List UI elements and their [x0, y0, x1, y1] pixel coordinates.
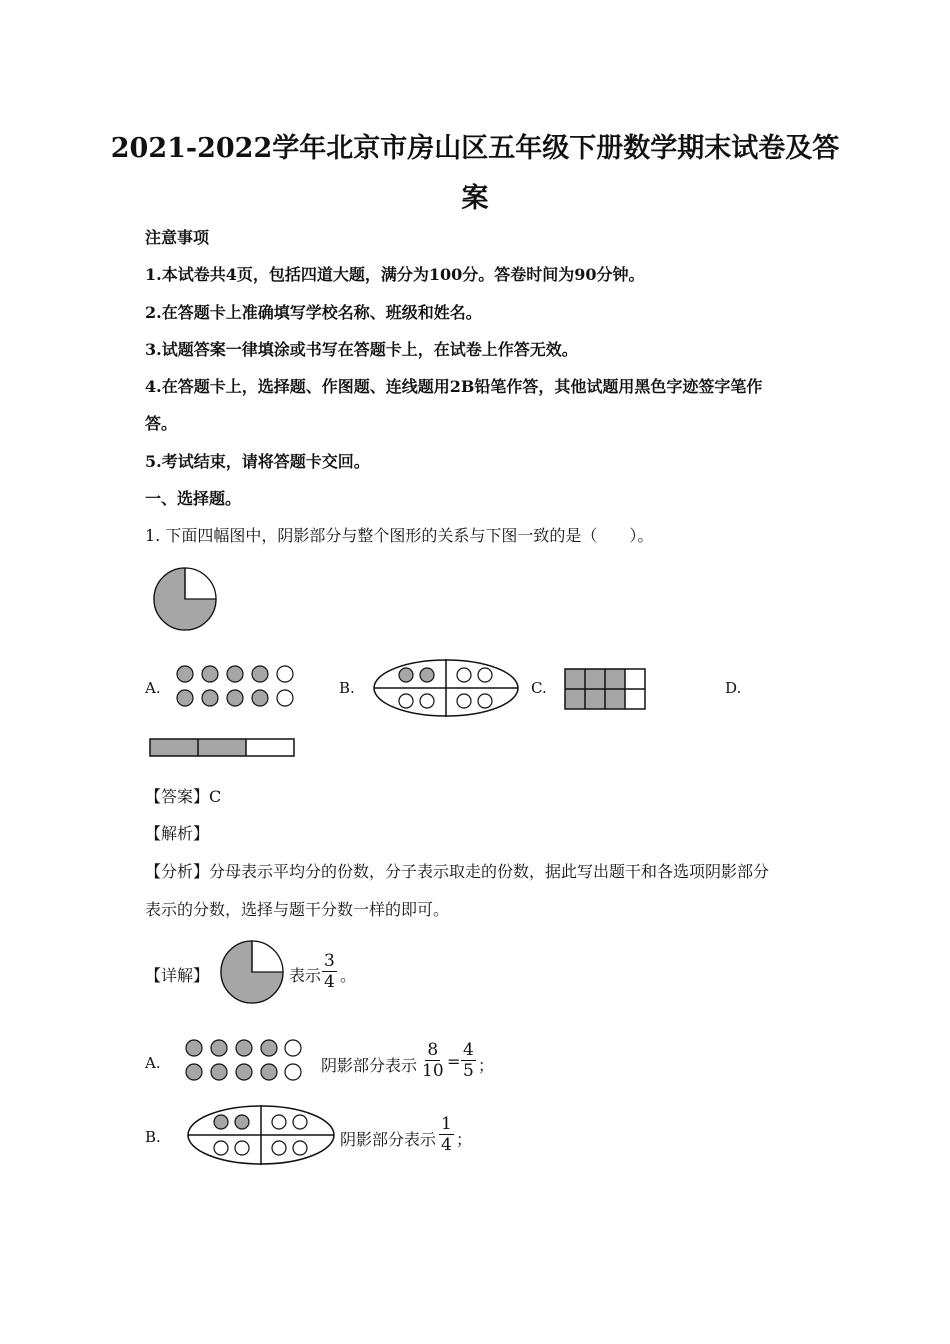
option-c-grid-figure — [564, 668, 646, 710]
section-heading: 一、选择题。 — [145, 489, 242, 508]
explain-a-fraction-2-numerator: 4 — [463, 1040, 474, 1060]
explain-b-fraction — [439, 1114, 454, 1155]
notice-5: 5.考试结束，请将答题卡交回。 — [145, 452, 370, 471]
analysis-line-1: 【分析】分母表示平均分的份数，分子表示取走的份数，据此写出题干和各选项阴影部分 — [145, 862, 770, 881]
notice-4: 4.在答题卡上，选择题、作图题、连线题用2B铅笔作答，其他试题用黑色字迹签字笔作 — [145, 377, 763, 396]
explain-b-text: 阴影部分表示 — [340, 1130, 437, 1149]
explain-a-fraction-1 — [420, 1040, 446, 1081]
pie-figure-question — [152, 566, 218, 632]
explain-a-fraction-1-denominator: 10 — [422, 1061, 444, 1081]
explain-a-label: A. — [145, 1054, 161, 1072]
explain-b-fraction-numerator: 1 — [441, 1114, 452, 1134]
option-c-label: C. — [531, 679, 547, 697]
explain-b-ellipse-figure — [186, 1104, 336, 1166]
detail-fraction-denominator: 4 — [324, 972, 335, 992]
notice-heading: 注意事项 — [145, 228, 210, 247]
notice-2: 2.在答题卡上准确填写学校名称、班级和姓名。 — [145, 303, 482, 322]
detail-fraction-numerator: 3 — [324, 951, 335, 971]
explain-b-end: ； — [456, 1130, 473, 1149]
pie-figure-detail — [219, 939, 285, 1005]
option-d-bar-figure — [149, 738, 295, 758]
explain-b-label: B. — [145, 1128, 161, 1146]
page-title-line-1: 2021-2022学年北京市房山区五年级下册数学期末试卷及答 — [110, 133, 840, 164]
detail-label: 【详解】 — [145, 966, 210, 985]
explain-a-end: ； — [478, 1056, 495, 1075]
detail-end: 。 — [340, 966, 357, 985]
analysis-line-2: 表示的分数，选择与题干分数一样的即可。 — [145, 900, 450, 919]
answer-line: 【答案】C — [145, 787, 222, 806]
page-title-line-2: 案 — [461, 183, 489, 214]
option-b-ellipse-figure — [372, 658, 520, 718]
explain-a-fraction-2 — [461, 1040, 476, 1081]
detail-fraction — [322, 951, 337, 992]
notice-1: 1.本试卷共4页，包括四道大题，满分为100分。答卷时间为90分钟。 — [145, 265, 645, 284]
explain-b-fraction-denominator: 4 — [441, 1135, 452, 1155]
notice-3: 3.试题答案一律填涂或书写在答题卡上，在试卷上作答无效。 — [145, 340, 578, 359]
detail-text: 表示 — [289, 966, 322, 985]
explain-a-fraction-1-numerator: 8 — [427, 1040, 439, 1060]
option-a-label: A. — [145, 679, 161, 697]
notice-4-cont: 答。 — [145, 414, 178, 433]
option-a-dots-figure — [175, 664, 297, 710]
option-b-label: B. — [339, 679, 355, 697]
question-1: 1. 下面四幅图中，阴影部分与整个图形的关系与下图一致的是（ ）。 — [145, 526, 654, 545]
option-d-label: D. — [725, 679, 742, 697]
explain-a-text: 阴影部分表示 — [321, 1056, 418, 1075]
analysis-heading: 【解析】 — [145, 824, 210, 843]
explain-a-equals: = — [447, 1052, 461, 1071]
explain-a-fraction-2-denominator: 5 — [463, 1061, 474, 1081]
explain-a-dots-figure — [184, 1038, 304, 1084]
